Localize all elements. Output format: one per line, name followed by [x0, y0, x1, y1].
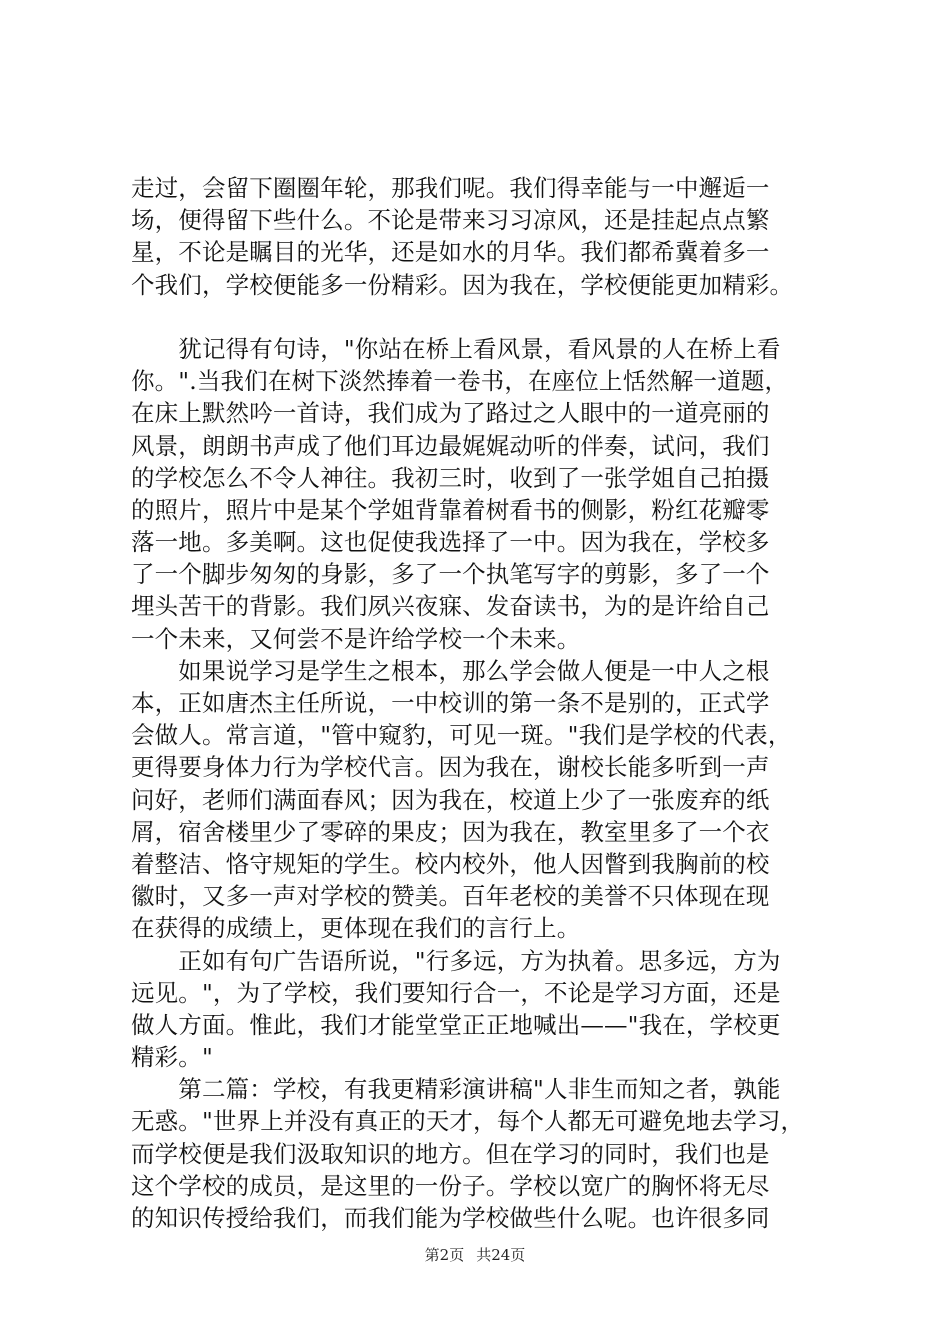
text-line: 犹记得有句诗，"你站在桥上看风景，看风景的人在桥上看 — [131, 334, 781, 363]
text-line: 徽时，又多一声对学校的赞美。百年老校的美誉不只体现在现 — [131, 882, 770, 911]
text-line: 你。".当我们在树下淡然捧着一卷书，在座位上恬然解一道题， — [131, 367, 789, 396]
text-line: 无惑。"世界上并没有真正的天才，每个人都无可避免地去学习， — [131, 1107, 805, 1136]
text-line: 一个未来，又何尝不是许给学校一个未来。 — [131, 624, 581, 653]
text-line: 这个学校的成员，是这里的一份子。学校以宽广的胸怀将无尽 — [131, 1171, 770, 1200]
text-line: 落一地。多美啊。这也促使我选择了一中。因为我在，学校多 — [131, 528, 770, 557]
text-line: 着整洁、恪守规矩的学生。校内校外，他人因瞥到我胸前的校 — [131, 849, 770, 878]
text-line: 更得要身体力行为学校代言。因为我在，谢校长能多听到一声 — [131, 753, 770, 782]
text-line: 会做人。常言道，"管中窥豹，可见一斑。"我们是学校的代表， — [131, 721, 792, 750]
document-body — [131, 172, 835, 1234]
text-line: 如果说学习是学生之根本，那么学会做人便是一中人之根 — [131, 656, 770, 685]
text-line: 场，便得留下些什么。不论是带来习习凉风，还是挂起点点繁 — [131, 206, 770, 235]
text-line: 做人方面。惟此，我们才能堂堂正正地喊出——"我在，学校更 — [131, 1010, 781, 1039]
page-number: 第2页 — [424, 1246, 465, 1264]
text-line: 的照片，照片中是某个学姐背靠着树看书的侧影，粉红花瓣零 — [131, 495, 770, 524]
text-line: 而学校便是我们汲取知识的地方。但在学习的同时，我们也是 — [131, 1139, 770, 1168]
text-line: 走过，会留下圈圈年轮，那我们呢。我们得幸能与一中邂逅一 — [131, 174, 770, 202]
text-line: 在床上默然吟一首诗，我们成为了路过之人眼中的一道亮丽的 — [131, 399, 770, 428]
text-line: 埋头苦干的背影。我们夙兴夜寐、发奋读书，为的是许给自己 — [131, 592, 770, 621]
text-line: 了一个脚步匆匆的身影，多了一个执笔写字的剪影，多了一个 — [131, 560, 770, 589]
text-line: 风景，朗朗书声成了他们耳边最娓娓动听的伴奏，试问，我们 — [131, 431, 770, 460]
text-line: 星，不论是瞩目的光华，还是如水的月华。我们都希冀着多一 — [131, 238, 770, 267]
text-line: 的学校怎么不令人神往。我初三时，收到了一张学姐自己拍摄 — [131, 463, 770, 492]
text-line: 精彩。" — [131, 1043, 213, 1072]
text-line: 在获得的成绩上，更体现在我们的言行上。 — [131, 914, 581, 943]
text-line: 远见。"，为了学校，我们要知行合一，不论是学习方面，还是 — [131, 978, 781, 1007]
page-footer — [0, 1244, 950, 1265]
text-line: 屑，宿舍楼里少了零碎的果皮；因为我在，教室里多了一个衣 — [131, 817, 770, 846]
text-line: 的知识传授给我们，而我们能为学校做些什么呢。也许很多同 — [131, 1204, 770, 1232]
page-total: 共24页 — [476, 1246, 526, 1264]
text-line: 正如有句广告语所说，"行多远，方为执着。思多远，方为 — [131, 946, 781, 975]
text-line: 问好，老师们满面春风；因为我在，校道上少了一张废弃的纸 — [131, 785, 770, 814]
text-line: 个我们，学校便能多一份精彩。因为我在，学校便能更加精彩。 — [131, 270, 794, 299]
text-line: 第二篇：学校，有我更精彩演讲稿"人非生而知之者，孰能 — [131, 1075, 781, 1104]
paragraph-gap — [131, 301, 835, 333]
text-line: 本，正如唐杰主任所说，一中校训的第一条不是别的，正式学 — [131, 689, 770, 717]
